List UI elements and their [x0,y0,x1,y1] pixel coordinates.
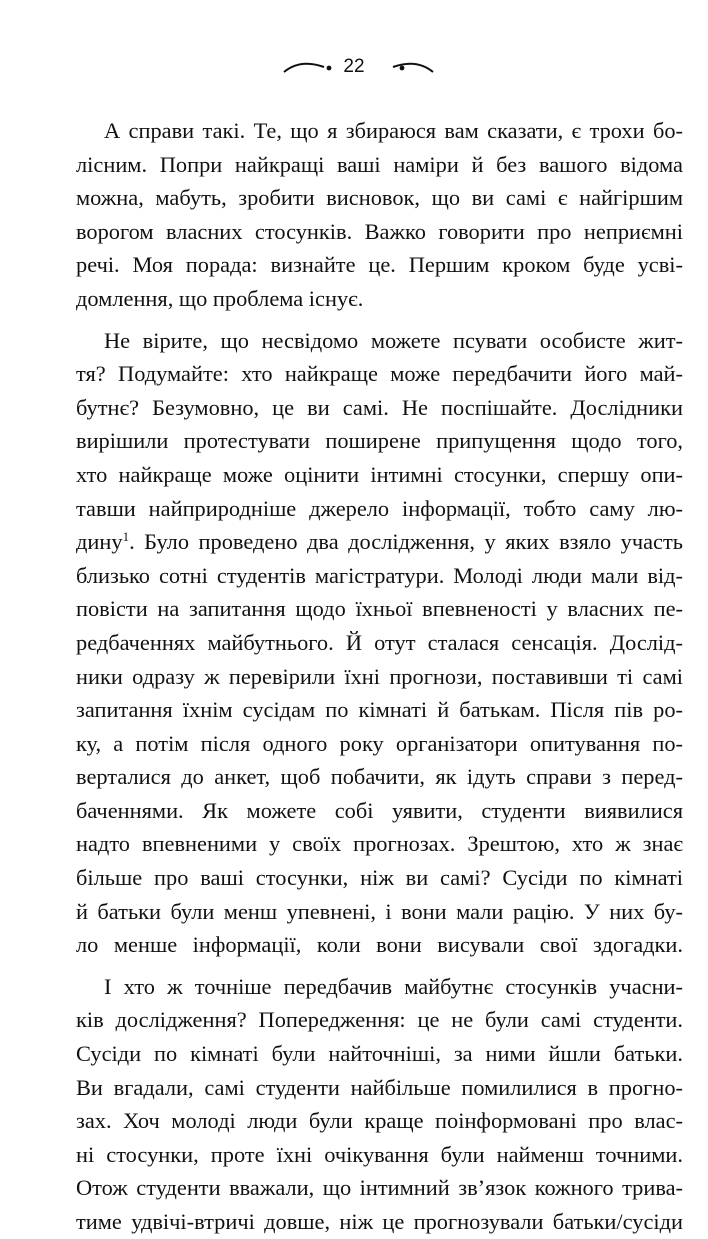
text-line: домлення, що проблема існує. [76,285,364,311]
text-line: баченнями. Як можете собі уявити, студенти виявилися [76,797,683,823]
text-line: й батьки були менш упевнені, і вони мали рацію. У них бу- [76,898,683,924]
text-line: можна, мабуть, зробити висновок, що ви самі є найгіршим [76,185,683,211]
text-line: надто впевненими у своїх прогнозах. Зрештою, хто ж знає [76,831,683,857]
paragraph [76,970,683,1239]
text-line: ники одразу ж перевірили їхні прогнози, поставивши ті самі [76,663,683,689]
text-line: тя? Подумайте: хто найкраще може передбачити його май- [76,361,683,387]
text-line: А справи такі. Те, що я збираюся вам сказати, є трохи бо- [104,118,683,143]
text-line: ків дослідження? Попередження: це не були самі студенти. [76,1007,683,1033]
text-line: редбаченнях майбутнього. Й отут сталася сенсація. Дослід- [76,629,683,655]
text-line: Сусіди по кімнаті були найточніші, за ними йшли батьки. [76,1041,683,1067]
text-line: Ви вгадали, самі студенти найбільше помилилися в прогно- [76,1074,683,1100]
page-header [0,48,708,88]
body-text [76,114,683,1239]
paragraph [76,324,683,962]
text-line: лісним. Попри найкращі ваші наміри й без вашого відома [76,151,683,177]
text-line: речі. Моя порада: визнайте це. Першим кроком буде усві- [76,252,683,278]
text-line: І хто ж точніше передбачив майбутнє стосунків учасни- [104,973,683,999]
page-number: 22 [343,56,365,77]
paragraph [76,114,683,316]
text-line: верталися до анкет, щоб побачити, як ідуть справи з перед- [76,764,683,790]
text-line: запитання їхнім сусідам по кімнаті й батькам. Після пів ро- [76,697,683,723]
text-line: ні стосунки, проте їхні очікування були найменш точними. [76,1141,683,1167]
text-segment: дину [76,529,123,555]
text-line: хто найкраще може оцінити інтимні стосунки, спершу опи- [76,461,683,487]
text-line: більше про ваші стосунки, ніж ви самі? Сусіди по кімнаті [76,865,683,891]
text-line: ку, а потім після одного року організатори опитування по- [76,730,683,756]
text-line: тавши найприродніше джерело інформації, тобто саму лю- [76,495,683,521]
text-line: Отож студенти вважали, що інтимний зв’язок кожного трива- [76,1175,683,1201]
footnote-ref: 1 [122,529,130,545]
text-line: близько сотні студентів магістратури. Молоді люди мали від- [76,562,683,588]
text-line: тиме удвічі-втричі довше, ніж це прогнозували батьки/сусіди [76,1209,683,1234]
text-line: ло менше інформації, коли вони висували свої здогадки. [76,932,683,958]
text-segment: . Було проведено два дослідження, у яких взяло участь [129,529,683,555]
text-line: бутнє? Безумовно, це ви самі. Не поспішайте. Дослідники [76,394,683,420]
text-line: зах. Хоч молоді люди були краще поінформовані про влас- [76,1108,683,1134]
text-line: Не вірите, що несвідомо можете псувати особисте жит- [104,327,683,353]
text-line: ворогом власних стосунків. Важко говорити про неприємні [76,218,683,244]
text-line-with-footnote [76,525,683,559]
text-line: повісти на запитання щодо їхньої впевненості у власних пе- [76,596,683,622]
text-line: вирішили протестувати поширене припущення щодо того, [76,428,683,454]
